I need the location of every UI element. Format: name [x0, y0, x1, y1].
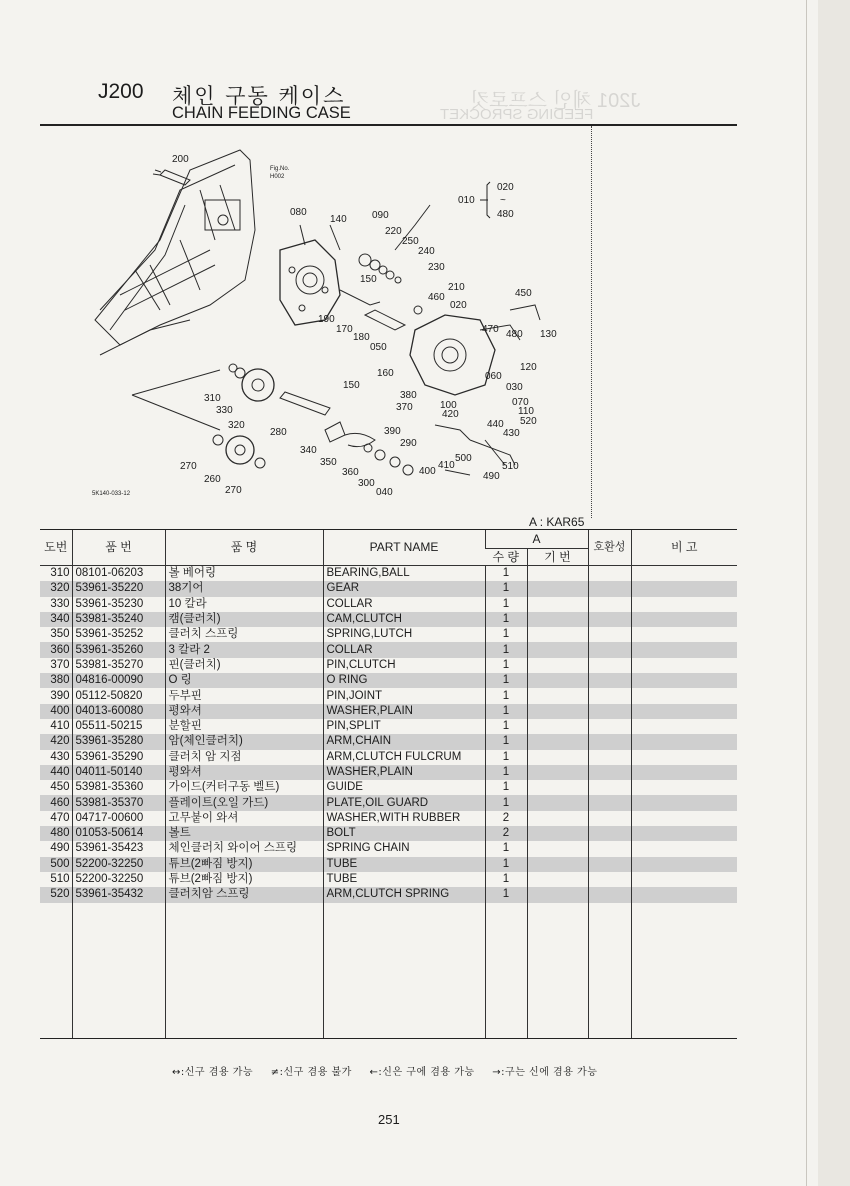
- row-compat: [588, 857, 631, 872]
- range-to: 480: [497, 209, 514, 220]
- callout-label: 160: [377, 368, 394, 379]
- row-compat: [588, 872, 631, 887]
- row-remark: [631, 612, 737, 627]
- row-name-ko: 클러치 스프링: [165, 627, 323, 642]
- range-tilde: ~: [500, 195, 506, 206]
- callout-label: 290: [400, 438, 417, 449]
- row-name-en: GEAR: [323, 581, 485, 596]
- callout-label: 350: [320, 457, 337, 468]
- row-remark: [631, 734, 737, 749]
- empty-cell: [588, 903, 631, 1039]
- table-row: [40, 826, 737, 841]
- row-part-code: 53961-35220: [72, 581, 165, 596]
- page-edge-shadow: [818, 0, 850, 1186]
- row-no: 430: [50, 750, 70, 763]
- range-ref: 010: [458, 195, 475, 206]
- row-part-code: 52200-32250: [72, 872, 165, 887]
- row-qty: 1: [485, 795, 527, 810]
- row-base: [527, 566, 588, 582]
- row-remark: [631, 841, 737, 856]
- row-base: [527, 765, 588, 780]
- callout-label: 200: [172, 154, 189, 165]
- row-qty: 1: [485, 887, 527, 902]
- fig-no-label: Fig.No.: [270, 166, 290, 172]
- model-reference: [529, 515, 584, 529]
- legend-item: ≠:신구 겸용 불가: [270, 1067, 352, 1078]
- callout-label: 430: [503, 428, 520, 439]
- model-separator: :: [539, 515, 544, 529]
- empty-cell: [72, 903, 165, 1039]
- row-no: 470: [50, 811, 70, 824]
- row-qty: 1: [485, 765, 527, 780]
- row-name-ko: 튜브(2빠짐 방지): [165, 872, 323, 887]
- row-qty: 1: [485, 750, 527, 765]
- table-row: [40, 612, 737, 627]
- row-remark: [631, 597, 737, 612]
- callout-label: 060: [485, 371, 502, 382]
- row-no: 480: [40, 826, 72, 841]
- row-compat: [588, 566, 631, 582]
- row-name-ko: 38기어: [165, 581, 323, 596]
- row-qty: 1: [485, 857, 527, 872]
- fig-no-value: H002: [270, 174, 285, 180]
- row-qty: 1: [485, 597, 527, 612]
- table-row: [40, 642, 737, 657]
- row-no: 520: [40, 887, 72, 902]
- row-name-ko: 10 칼라: [165, 597, 323, 612]
- row-remark: [631, 811, 737, 826]
- legend-item: ↔:신구 겸용 가능: [172, 1067, 254, 1078]
- row-qty: 1: [485, 780, 527, 795]
- compatibility-legend: [172, 1063, 611, 1078]
- callout-label: 110: [518, 406, 534, 417]
- model-col-label: A: [529, 515, 537, 529]
- callout-label: 440: [487, 419, 504, 430]
- callout-label: 140: [330, 214, 347, 225]
- row-no: 360: [40, 642, 72, 657]
- row-name-ko: 클러치암 스프링: [165, 887, 323, 902]
- row-remark: [631, 673, 737, 688]
- table-row: [40, 887, 737, 902]
- row-name-ko: 평와셔: [165, 765, 323, 780]
- callout-label: 080: [290, 207, 307, 218]
- row-part-code: 52200-32250: [72, 857, 165, 872]
- col-header-qty: 수 량: [485, 549, 527, 566]
- callout-label: 330: [216, 405, 233, 416]
- empty-cell: [165, 903, 323, 1039]
- callout-label: 220: [385, 226, 402, 237]
- callout-label: 190: [318, 314, 335, 325]
- row-name-ko: 캠(클러치): [165, 612, 323, 627]
- row-part-code: 08101-06203: [72, 566, 165, 582]
- row-name-en: GUIDE: [323, 780, 485, 795]
- row-name-en: PIN,CLUTCH: [323, 658, 485, 673]
- row-part-code: 05511-50215: [72, 719, 165, 734]
- row-name-ko: 체인클러치 와이어 스프링: [165, 841, 323, 856]
- callout-label: 150: [343, 380, 360, 391]
- row-part-code: 53961-35260: [72, 642, 165, 657]
- row-remark: [631, 627, 737, 642]
- row-name-en: SPRING CHAIN: [323, 841, 485, 856]
- row-qty: 2: [485, 826, 527, 841]
- row-remark: [631, 780, 737, 795]
- row-compat: [588, 887, 631, 902]
- row-name-ko: 분할핀: [165, 719, 323, 734]
- row-qty: 1: [485, 734, 527, 749]
- col-header-remark: 비 고: [631, 530, 737, 566]
- row-base: [527, 857, 588, 872]
- callout-label: 390: [384, 426, 401, 437]
- row-compat: [588, 719, 631, 734]
- table-row: [40, 581, 737, 596]
- row-no: 400: [40, 704, 72, 719]
- row-name-ko: 볼 베어링: [165, 566, 323, 582]
- row-name-ko: 3 칼라 2: [165, 642, 323, 657]
- model-name: KAR65: [546, 515, 585, 529]
- row-name-ko: 핀(클러치): [165, 658, 323, 673]
- row-part-code: 53961-35252: [72, 627, 165, 642]
- row-base: [527, 795, 588, 810]
- row-base: [527, 658, 588, 673]
- row-no: 350: [50, 628, 70, 641]
- table-row: [40, 795, 737, 810]
- row-name-en: O RING: [323, 673, 485, 688]
- row-base: [527, 811, 588, 826]
- callout-label: 250: [402, 236, 419, 247]
- row-base: [527, 750, 588, 765]
- callout-label: 490: [483, 471, 500, 482]
- section-code: J200: [98, 80, 144, 103]
- row-name-en: ARM,CLUTCH FULCRUM: [323, 750, 485, 765]
- table-row: [40, 765, 737, 780]
- legend-item: →:구는 신에 겸용 가능: [492, 1067, 598, 1078]
- row-no: 450: [50, 781, 70, 794]
- bleed-through-text: J201 체인 스프로킷: [470, 90, 641, 112]
- callout-label: 270: [225, 485, 242, 496]
- row-no: 510: [50, 873, 70, 886]
- diagram-part-code: 5K140-033-12: [92, 491, 131, 497]
- table-empty-space: [40, 903, 737, 1039]
- row-name-en: SPRING,LUTCH: [323, 627, 485, 642]
- row-compat: [588, 704, 631, 719]
- table-row: [40, 688, 737, 703]
- row-no: 420: [40, 734, 72, 749]
- callout-label: 450: [515, 288, 532, 299]
- row-base: [527, 872, 588, 887]
- row-part-code: 53961-35280: [72, 734, 165, 749]
- row-base: [527, 826, 588, 841]
- row-remark: [631, 857, 737, 872]
- row-name-ko: 암(체인클러치): [165, 734, 323, 749]
- empty-cell: [631, 903, 737, 1039]
- row-part-code: 53981-35270: [72, 658, 165, 673]
- row-compat: [588, 841, 631, 856]
- row-name-ko: 튜브(2빠짐 방지): [165, 857, 323, 872]
- row-no: 390: [50, 689, 70, 702]
- table-row: [40, 673, 737, 688]
- callout-label: 090: [372, 210, 389, 221]
- row-compat: [588, 750, 631, 765]
- row-qty: 1: [485, 872, 527, 887]
- range-from: 020: [497, 182, 514, 193]
- callout-label: 150: [360, 274, 377, 285]
- row-remark: [631, 704, 737, 719]
- table-row: [40, 719, 737, 734]
- table-row: [40, 857, 737, 872]
- row-base: [527, 719, 588, 734]
- row-remark: [631, 642, 737, 657]
- row-name-ko: O 링: [165, 673, 323, 688]
- row-base: [527, 612, 588, 627]
- col-header-no: 도번: [40, 530, 72, 566]
- col-header-a: A: [485, 530, 588, 549]
- callout-label: 020: [450, 300, 467, 311]
- table-row: [40, 566, 737, 582]
- row-name-ko: 볼트: [165, 826, 323, 841]
- row-part-code: 53961-35423: [72, 841, 165, 856]
- header-rule: [40, 124, 737, 126]
- row-compat: [588, 612, 631, 627]
- row-part-code: 53961-35432: [72, 887, 165, 902]
- row-no: 500: [40, 857, 72, 872]
- row-remark: [631, 719, 737, 734]
- callout-label: 480: [506, 329, 523, 340]
- col-header-name-en: PART NAME: [323, 530, 485, 566]
- row-name-en: COLLAR: [323, 642, 485, 657]
- row-base: [527, 734, 588, 749]
- row-remark: [631, 826, 737, 841]
- row-name-en: BEARING,BALL: [323, 566, 485, 582]
- row-no: 330: [50, 597, 70, 610]
- row-compat: [588, 765, 631, 780]
- empty-cell: [485, 903, 527, 1039]
- table-row: [40, 872, 737, 887]
- row-base: [527, 887, 588, 902]
- row-compat: [588, 688, 631, 703]
- table-row: [40, 841, 737, 856]
- parts-table: [40, 529, 737, 1039]
- row-qty: 1: [485, 719, 527, 734]
- callout-label: 300: [358, 478, 375, 489]
- row-no: 370: [50, 658, 70, 671]
- callout-label: 030: [506, 382, 523, 393]
- empty-cell: [323, 903, 485, 1039]
- row-remark: [631, 750, 737, 765]
- row-name-en: PIN,JOINT: [323, 688, 485, 703]
- row-part-code: 04717-00600: [72, 811, 165, 826]
- row-qty: 1: [485, 566, 527, 582]
- diagram-divider: [591, 126, 592, 518]
- row-compat: [588, 795, 631, 810]
- row-name-ko: 평와셔: [165, 704, 323, 719]
- row-qty: 1: [485, 581, 527, 596]
- callout-label: 280: [270, 427, 287, 438]
- col-header-compat: 호환성: [588, 530, 631, 566]
- callout-label: 470: [482, 324, 499, 335]
- bleed-through-text: FEEDING SPROCKET: [440, 106, 594, 123]
- row-no: 410: [50, 720, 70, 733]
- callout-label: 500: [455, 453, 472, 464]
- row-name-en: WASHER,WITH RUBBER: [323, 811, 485, 826]
- row-name-ko: 두부핀: [165, 688, 323, 703]
- table-row: [40, 627, 737, 642]
- empty-cell: [40, 903, 72, 1039]
- row-qty: 1: [485, 673, 527, 688]
- row-compat: [588, 581, 631, 596]
- callout-label: 070: [512, 397, 529, 408]
- row-compat: [588, 597, 631, 612]
- row-no: 380: [40, 673, 72, 688]
- row-name-en: ARM,CLUTCH SPRING: [323, 887, 485, 902]
- table-row: [40, 597, 737, 612]
- row-name-en: TUBE: [323, 872, 485, 887]
- row-part-code: 53981-35360: [72, 780, 165, 795]
- row-no: 440: [40, 765, 72, 780]
- row-qty: 1: [485, 612, 527, 627]
- col-header-base: 기 번: [527, 549, 588, 566]
- row-base: [527, 673, 588, 688]
- row-qty: 1: [485, 688, 527, 703]
- table-row: [40, 811, 737, 826]
- row-compat: [588, 627, 631, 642]
- row-compat: [588, 734, 631, 749]
- callout-label: 400: [419, 466, 436, 477]
- row-remark: [631, 688, 737, 703]
- row-compat: [588, 780, 631, 795]
- row-compat: [588, 826, 631, 841]
- row-no: 460: [40, 795, 72, 810]
- callout-label: 380: [400, 390, 417, 401]
- callout-label: 520: [520, 416, 537, 427]
- row-qty: 1: [485, 704, 527, 719]
- callout-label: 410: [438, 460, 455, 471]
- page-edge: [806, 0, 807, 1186]
- table-row: [40, 704, 737, 719]
- callout-label: 050: [370, 342, 387, 353]
- callout-label: 510: [502, 461, 519, 472]
- row-remark: [631, 566, 737, 582]
- callout-label: 360: [342, 467, 359, 478]
- callout-label: 320: [228, 420, 245, 431]
- callout-label: 210: [448, 282, 465, 293]
- empty-cell: [527, 903, 588, 1039]
- callout-label: 460: [428, 292, 445, 303]
- row-remark: [631, 887, 737, 902]
- row-compat: [588, 673, 631, 688]
- col-header-code: 품 번: [72, 530, 165, 566]
- row-base: [527, 581, 588, 596]
- row-part-code: 53961-35230: [72, 597, 165, 612]
- page-number: 251: [378, 1112, 400, 1127]
- callout-label: 370: [396, 402, 413, 413]
- row-part-code: 53981-35370: [72, 795, 165, 810]
- row-name-en: WASHER,PLAIN: [323, 765, 485, 780]
- row-base: [527, 841, 588, 856]
- callout-label: 230: [428, 262, 445, 273]
- callout-label: 180: [353, 332, 370, 343]
- row-name-en: WASHER,PLAIN: [323, 704, 485, 719]
- row-qty: 1: [485, 642, 527, 657]
- row-name-ko: 고무붙이 와셔: [165, 811, 323, 826]
- row-qty: 1: [485, 658, 527, 673]
- row-name-en: CAM,CLUTCH: [323, 612, 485, 627]
- row-remark: [631, 872, 737, 887]
- row-name-en: BOLT: [323, 826, 485, 841]
- row-base: [527, 780, 588, 795]
- row-no: 320: [40, 581, 72, 596]
- row-remark: [631, 658, 737, 673]
- row-base: [527, 704, 588, 719]
- row-name-ko: 가이드(커터구동 벨트): [165, 780, 323, 795]
- row-name-en: PIN,SPLIT: [323, 719, 485, 734]
- callout-label: 260: [204, 474, 221, 485]
- table-row: [40, 750, 737, 765]
- row-base: [527, 642, 588, 657]
- callout-label: 130: [540, 329, 557, 340]
- row-compat: [588, 642, 631, 657]
- row-base: [527, 597, 588, 612]
- callout-label: 100: [440, 400, 457, 411]
- row-qty: 1: [485, 841, 527, 856]
- row-compat: [588, 811, 631, 826]
- exploded-parts-diagram: [40, 130, 590, 515]
- callout-label: 040: [376, 487, 393, 498]
- row-remark: [631, 581, 737, 596]
- callout-label: 120: [520, 362, 537, 373]
- row-part-code: 04013-60080: [72, 704, 165, 719]
- row-no: 490: [50, 842, 70, 855]
- callout-label: 340: [300, 445, 317, 456]
- row-qty: 1: [485, 627, 527, 642]
- callout-label: 420: [442, 409, 459, 420]
- table-row: [40, 734, 737, 749]
- table-row: [40, 780, 737, 795]
- row-part-code: 05112-50820: [72, 688, 165, 703]
- row-part-code: 53961-35290: [72, 750, 165, 765]
- callout-label: 170: [336, 324, 353, 335]
- callout-label: 240: [418, 246, 435, 257]
- callout-label: 310: [204, 393, 221, 404]
- row-base: [527, 688, 588, 703]
- row-part-code: 01053-50614: [72, 826, 165, 841]
- table-row: [40, 658, 737, 673]
- row-no: 340: [40, 612, 72, 627]
- row-name-en: COLLAR: [323, 597, 485, 612]
- section-title-ko: 체인 구동 케이스: [172, 84, 346, 108]
- row-no: 310: [50, 567, 70, 580]
- row-remark: [631, 765, 737, 780]
- row-part-code: 04011-50140: [72, 765, 165, 780]
- row-qty: 2: [485, 811, 527, 826]
- row-base: [527, 627, 588, 642]
- row-compat: [588, 658, 631, 673]
- callout-label: 270: [180, 461, 197, 472]
- row-name-en: TUBE: [323, 857, 485, 872]
- row-part-code: 04816-00090: [72, 673, 165, 688]
- row-name-en: ARM,CHAIN: [323, 734, 485, 749]
- row-name-ko: 플레이트(오일 가드): [165, 795, 323, 810]
- row-remark: [631, 795, 737, 810]
- section-title-en: CHAIN FEEDING CASE: [172, 104, 351, 122]
- row-part-code: 53981-35240: [72, 612, 165, 627]
- legend-item: ←:신은 구에 겸용 가능: [369, 1067, 475, 1078]
- row-name-ko: 클러치 암 지점: [165, 750, 323, 765]
- row-name-en: PLATE,OIL GUARD: [323, 795, 485, 810]
- col-header-name-ko: 품 명: [165, 530, 323, 566]
